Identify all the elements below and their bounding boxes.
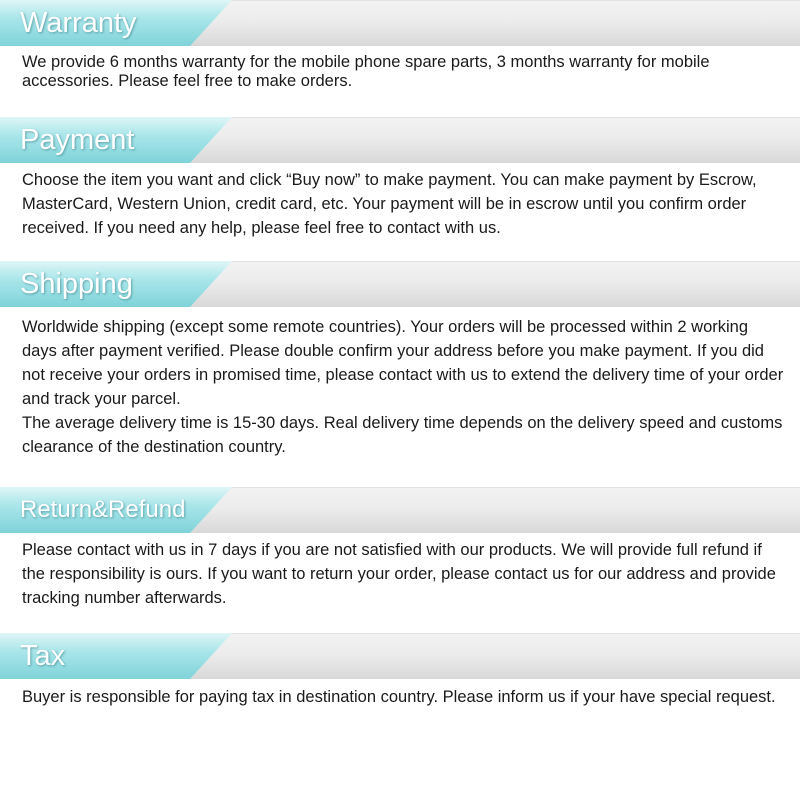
paragraph: Worldwide shipping (except some remote countries). Your orders will be processed within 2 working days after payment verified. Please double confirm your address before you make payment. If you did not receive your orders in promised time, please contact with us to extend the delivery time of your order and track your parcel. xyxy=(22,318,784,408)
section-body-payment xyxy=(22,168,784,240)
paragraph: The average delivery time is 15-30 days. Real delivery time depends on the delivery speed and customs clearance of the destination country. xyxy=(22,414,783,456)
section-body-shipping xyxy=(22,315,784,459)
section-body-tax xyxy=(22,685,784,709)
section-body-return-refund xyxy=(22,538,784,610)
paragraph: Choose the item you want and click “Buy now” to make payment. You can make payment by Escrow, MasterCard, Western Union, credit card, etc. Your payment will be in escrow until you confirm order received. If you need any help, please feel free to contact with us. xyxy=(22,171,757,237)
paragraph: Buyer is responsible for paying tax in destination country. Please inform us if your have special request. xyxy=(22,688,776,706)
section-body-warranty xyxy=(22,53,784,91)
paragraph: Please contact with us in 7 days if you are not satisfied with our products. We will provide full refund if the responsibility is ours. If you want to return your order, please contact us for our address and provide tracking number afterwards. xyxy=(22,541,776,607)
paragraph: We provide 6 months warranty for the mobile phone spare parts, 3 months warranty for mobile accessories. Please feel free to make orders. xyxy=(22,53,710,90)
section-title-return-refund: Return&Refund xyxy=(20,496,186,523)
section-title-tax: Tax xyxy=(20,640,66,672)
section-title-warranty: Warranty xyxy=(20,7,137,39)
section-title-payment: Payment xyxy=(20,124,135,156)
section-title-shipping: Shipping xyxy=(20,268,133,300)
